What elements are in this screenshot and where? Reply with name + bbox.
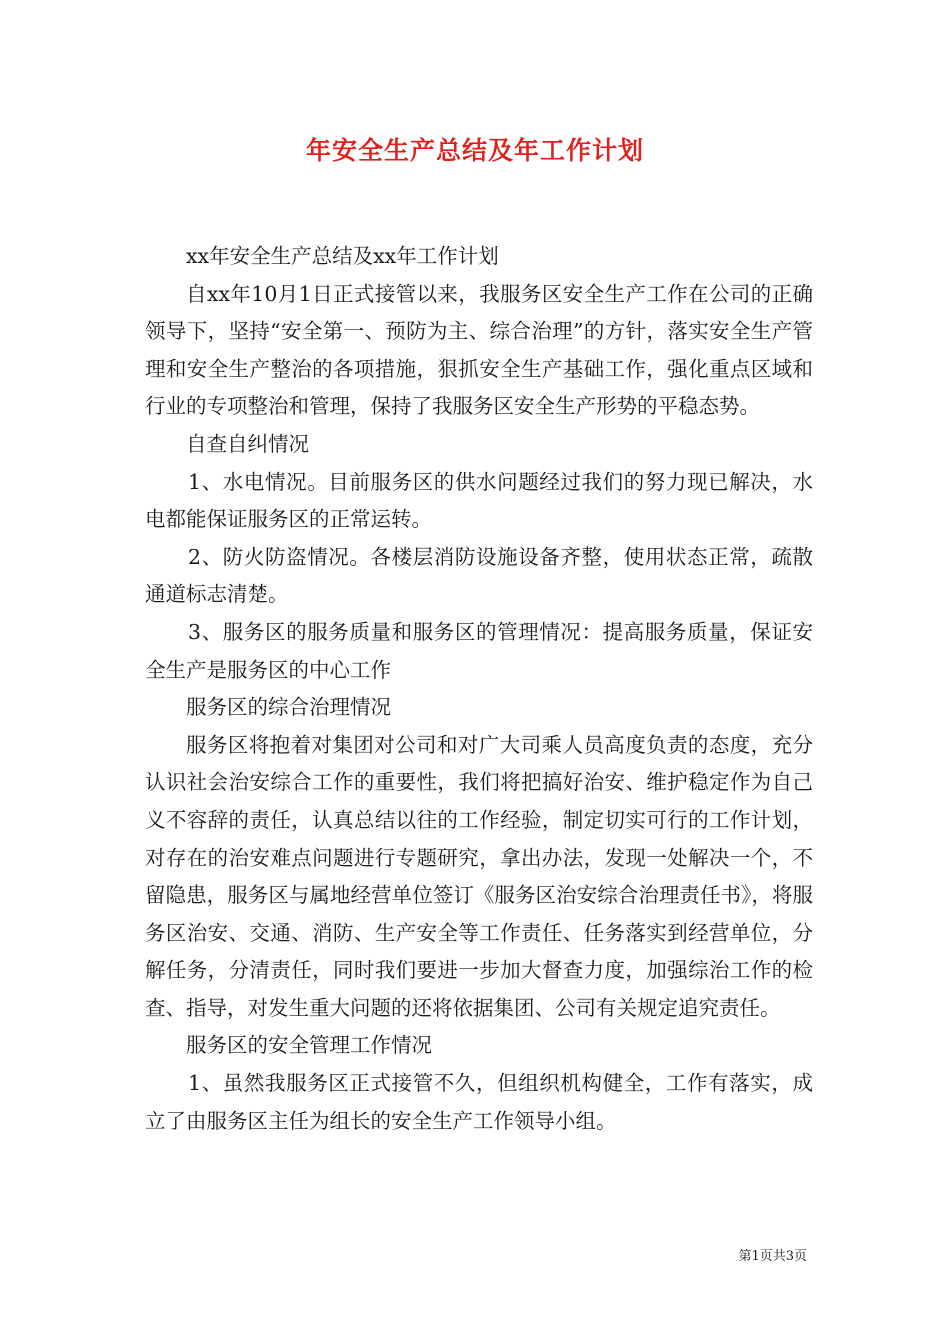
- comprehensive-paragraph: 服务区将抱着对集团对公司和对广大司乘人员高度负责的态度，充分认识社会治安综合工作的重要性，我们将把搞好治安、维护稳定作为自己义不容辞的责任，认真总结以往的工作经验，制定切实可行的工作计划，对存在的治安难点问题进行专题研究，拿出办法，发现一处解决一个，不留隐患，服务区与属地经营单位签订《服务区治安综合治理责任书》，将服务区治安、交通、消防、生产安全等工作责任、任务落实到经营单位，分解任务，分清责任，同时我们要进一步加大督查力度，加强综治工作的检查、指导，对发生重大问题的还将依据集团、公司有关规定追究责任。: [145, 732, 813, 1020]
- document-body: [145, 238, 813, 1140]
- item-service-quality: 3、服务区的服务质量和服务区的管理情况：提高服务质量，保证安全生产是服务区的中心工作: [145, 619, 813, 682]
- section-heading-self-check: 自查自纠情况: [186, 431, 309, 456]
- page-number: 第1页共3页: [738, 1249, 807, 1264]
- item-organization: 1、虽然我服务区正式接管不久，但组织机构健全，工作有落实，成立了由服务区主任为组长的安全生产工作领导小组。: [145, 1071, 813, 1133]
- section-heading-comprehensive: 服务区的综合治理情况: [186, 695, 391, 720]
- section-heading-safety-management: 服务区的安全管理工作情况: [186, 1033, 432, 1058]
- page-title: 年安全生产总结及年工作计划: [305, 136, 644, 165]
- item-water-electric: 1、水电情况。目前服务区的供水问题经过我们的努力现已解决，水电都能保证服务区的正常运转。: [145, 469, 813, 532]
- intro-paragraph: 自xx年10月1日正式接管以来，我服务区安全生产工作在公司的正确领导下，坚持“安全第一、预防为主、综合治理”的方针，落实安全生产管理和安全生产整治的各项措施，狠抓安全生产基础工作，强化重点区域和行业的专项整治和管理，保持了我服务区安全生产形势的平稳态势。: [145, 281, 813, 419]
- subtitle-line: xx年安全生产总结及xx年工作计划: [186, 244, 499, 268]
- item-fire-theft: 2、防火防盗情况。各楼层消防设施设备齐整，使用状态正常，疏散通道标志清楚。: [145, 544, 813, 607]
